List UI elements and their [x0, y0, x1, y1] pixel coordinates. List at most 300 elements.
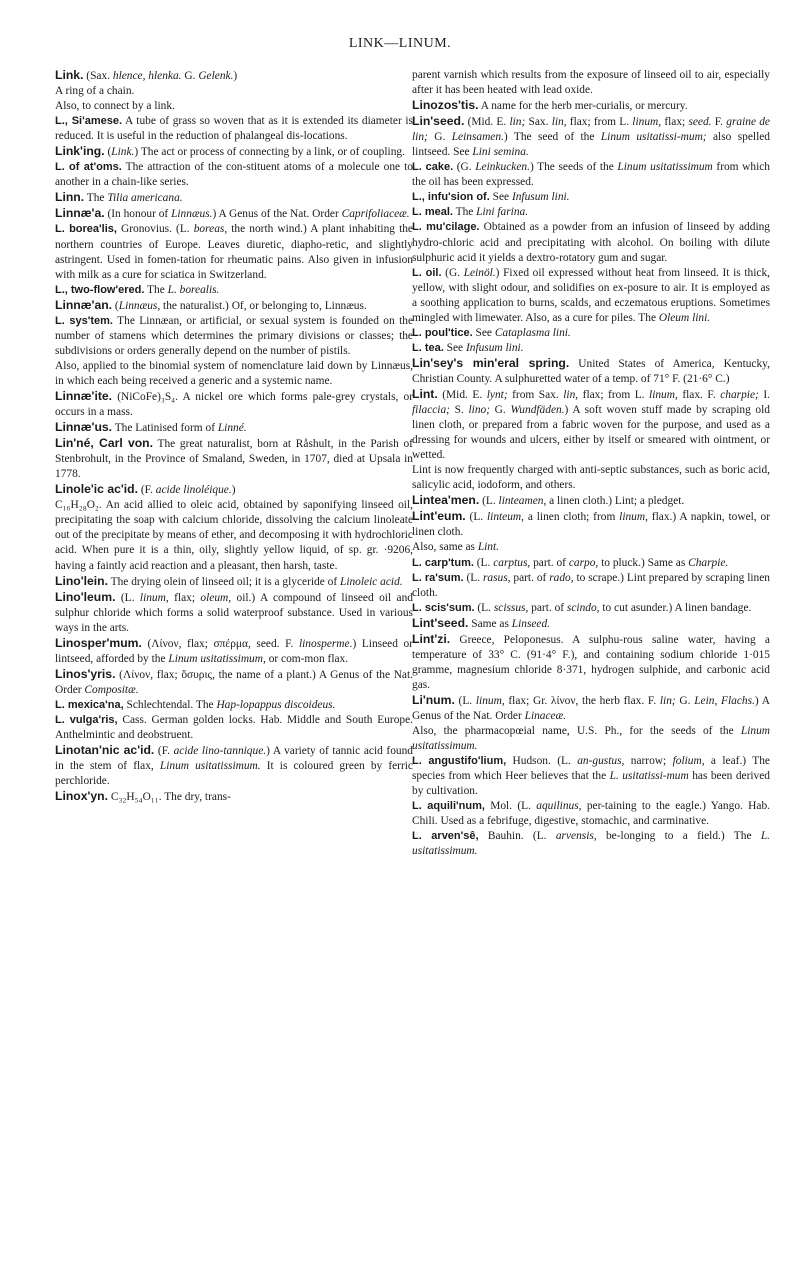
italic-text: folium,: [672, 755, 705, 768]
italic-text: acide lino-tannique.: [173, 745, 267, 758]
dictionary-entry: [55, 298, 413, 314]
sub-headword: L. aquili'num,: [412, 800, 485, 813]
entry-paragraph: [55, 114, 413, 144]
dictionary-entry: [55, 420, 413, 436]
italic-text: Compositæ.: [84, 683, 139, 696]
entry-paragraph: [55, 314, 413, 359]
definition-text: See: [472, 326, 495, 339]
dictionary-entry: [55, 713, 413, 743]
italic-text: lin,: [551, 116, 567, 129]
italic-text: lynt;: [486, 388, 508, 401]
headword: Linnæ'an.: [55, 297, 113, 312]
italic-text: Link.: [111, 146, 135, 159]
italic-text: filaccia;: [412, 404, 450, 417]
entry-paragraph: [412, 220, 770, 265]
entry-paragraph: [412, 98, 770, 114]
headword: Lint'seed.: [412, 615, 469, 630]
italic-text: aquilinus,: [536, 800, 582, 813]
entry-paragraph: [55, 283, 413, 298]
definition-text: (Mid. E.: [464, 116, 510, 129]
definition-text: (L.: [473, 556, 494, 569]
definition-text: The drying olein of linseed oil; it is a glyceride of: [108, 575, 340, 588]
entry-paragraph: [55, 144, 413, 160]
italic-text: arvensis,: [555, 830, 597, 843]
entry-paragraph: [55, 482, 413, 498]
definition-text: ): [231, 484, 236, 497]
sub-headword: L. scis'sum.: [412, 601, 475, 614]
entry-paragraph: [412, 114, 770, 160]
italic-text: scissus,: [493, 601, 529, 614]
entry-paragraph: [55, 359, 413, 389]
italic-text: lin;: [659, 694, 676, 707]
italic-text: Tilia americana.: [107, 192, 183, 205]
definition-text: to scrape.) Lint prepared by scraping linen cloth.: [412, 571, 770, 599]
definition-text: A ring of a chain.: [55, 85, 135, 98]
definition-text: Lint is now frequently charged with anti-septic substances, such as boric acid, salicylic acid, iodoform, and others.: [412, 464, 770, 492]
entry-paragraph: [412, 326, 770, 341]
entry-paragraph: [55, 698, 413, 713]
headword: Lin'seed.: [412, 114, 465, 129]
dictionary-entry: [412, 356, 770, 387]
definition-text: per-taining to the eagle.) Yango. Hab. Chili. Used as a febrifuge, digestive, stomachic, and carminative.: [412, 800, 770, 828]
definition-text: G.: [181, 70, 199, 82]
definition-text: also spelled lintseed. See: [412, 131, 770, 159]
definition-text: has been derived by cultivation.: [412, 770, 770, 798]
definition-text: (L.: [115, 591, 140, 604]
definition-text: The Latinised form of: [112, 422, 218, 435]
italic-text: Leinsamen.: [451, 131, 504, 144]
definition-text: ) The act or process of connecting by a link, or of coupling.: [134, 146, 405, 159]
definition-text: The attraction of the con-stituent atoms of a molecule one to another in a chain-like series.: [55, 161, 413, 189]
entry-paragraph: [55, 206, 413, 222]
definition-text: ) Fixed oil expressed without heat from linseed. It is thick, yellow, with slight odour, and solidifies on ex-posure to air. It is employed as a soothing application to burns, scalds, and eczematous eruptions. Sometimes mingled with limewater. Also, as a cure for piles. The: [412, 266, 770, 324]
definition-text: part. of: [528, 601, 567, 614]
dictionary-entry: [412, 799, 770, 829]
italic-text: Linnæus.: [171, 208, 213, 221]
sub-headword: L. arven'sê,: [412, 830, 479, 843]
sub-headword: L. vulga'ris,: [55, 713, 118, 726]
dictionary-entry: [55, 482, 413, 573]
dictionary-entry: [412, 98, 770, 114]
entry-paragraph: [412, 754, 770, 799]
entry-paragraph: [412, 387, 770, 463]
dictionary-entry: [412, 160, 770, 190]
sub-headword: L. cake.: [412, 161, 454, 174]
entry-paragraph: [412, 616, 770, 632]
entry-paragraph: [412, 632, 770, 693]
italic-text: Leinöl.: [463, 266, 496, 279]
definition-text: The: [84, 192, 108, 205]
definition-text: Sax.: [525, 116, 552, 129]
sub-headword: L. tea.: [412, 341, 444, 354]
italic-text: seed.: [688, 116, 712, 129]
definition-text: part. of: [530, 556, 569, 569]
definition-text: (G.: [453, 161, 476, 174]
entry-paragraph: [412, 356, 770, 387]
italic-text: Lint.: [477, 541, 500, 554]
definition-text: C₁₆H₂₈O₂. An acid allied to oleic acid, obtained by saponifying linseed oil, precipitating the soap with calcium chloride, dissolving the calcium linoleate out of the precipitate by means of ether, and decomposing it with hydrochloric acid. When pure it is a thin, oily, slightly yellow liquid, of sp. gr. ·9206, having a faintly acid reaction and a pleasant, then harsh, taste.: [55, 499, 413, 572]
sub-headword: L. sys'tem.: [55, 314, 113, 327]
definition-text: or com-mon flax.: [265, 652, 349, 665]
entry-paragraph: [55, 420, 413, 436]
entry-paragraph: [412, 724, 770, 754]
dictionary-entry: [412, 266, 770, 326]
entry-paragraph: [412, 160, 770, 190]
definition-text: narrow;: [624, 755, 673, 768]
italic-text: Charpie.: [688, 556, 729, 569]
sub-headword: L., two-flow'ered.: [55, 283, 145, 296]
italic-text: scindo,: [566, 601, 600, 614]
definition-text: a linen cloth.) Lint; a pledget.: [546, 495, 685, 508]
dictionary-entry: [55, 574, 413, 590]
definition-text: flax; from L.: [566, 116, 633, 129]
definition-text: from Sax.: [507, 388, 564, 401]
italic-text: Infusum lini.: [511, 191, 570, 204]
headword: Li'num.: [412, 692, 455, 707]
italic-text: hlence, hlenka.: [112, 70, 182, 82]
headword: Lino'lein.: [55, 573, 108, 588]
entry-paragraph: [55, 84, 413, 99]
italic-text: Oleum lini.: [658, 311, 711, 324]
dictionary-entry: [412, 326, 770, 341]
entry-paragraph: [412, 799, 770, 829]
entry-paragraph: [412, 571, 770, 601]
dictionary-entry: [55, 68, 413, 114]
italic-text: Linnæus,: [118, 299, 161, 312]
definition-text: Also, applied to the binomial system of nomenclature laid down by Linnæus, in which each being received a generic and a systemic name.: [55, 359, 413, 387]
italic-text: Hap-lopappus discoideus.: [216, 698, 336, 711]
entry-paragraph: [55, 160, 413, 190]
headword: Lint.: [412, 386, 438, 401]
dictionary-entry: [55, 160, 413, 190]
definition-text: flax. F.: [677, 388, 721, 401]
entry-paragraph: [55, 590, 413, 636]
definition-text: A name for the herb mer-curialis, or mercury.: [478, 100, 688, 113]
entry-paragraph: [55, 789, 413, 805]
running-head: LINK—LINUM.: [348, 36, 452, 51]
entry-paragraph: [55, 713, 413, 743]
dictionary-entry: [55, 743, 413, 789]
dictionary-entry: [55, 144, 413, 160]
headword: Linos'yris.: [55, 666, 116, 681]
definition-text: (F.: [154, 745, 174, 758]
definition-text: to pluck.) Same as: [598, 556, 689, 569]
sub-headword: L. ra'sum.: [412, 571, 464, 584]
entry-paragraph: [55, 389, 413, 420]
definition-text: G.: [675, 694, 695, 707]
entry-paragraph: [412, 493, 770, 509]
entry-paragraph: [412, 205, 770, 220]
definition-text: ): [233, 70, 238, 82]
entry-paragraph: [412, 509, 770, 540]
headword: Linn.: [55, 190, 85, 205]
definition-text: part. of: [510, 571, 550, 584]
headword: Linnæ'ite.: [55, 388, 113, 403]
headword: Linnæ'us.: [55, 420, 113, 435]
headword: Linole'ic ac'id.: [55, 482, 139, 497]
dictionary-entry: [412, 341, 770, 356]
definition-text: parent varnish which results from the exposure of linseed oil to air, especially after it has been heated with lead oxide.: [412, 69, 770, 97]
sub-headword: L. mu'cilage.: [412, 221, 480, 234]
entry-paragraph: [55, 190, 413, 206]
dictionary-entry: [55, 590, 413, 636]
definition-text: G.: [490, 404, 511, 417]
sub-headword: L. poul'tice.: [412, 326, 473, 339]
italic-text: an-gustus,: [577, 755, 625, 768]
definition-text: C₃₂H₅₄O₁₁. The dry, trans-: [108, 791, 231, 804]
dictionary-entry: [412, 493, 770, 509]
italic-text: L. borealis.: [167, 283, 220, 296]
italic-text: Linum usitatissi-mum;: [600, 131, 707, 144]
italic-text: Caprifoliaceæ.: [341, 208, 410, 221]
definition-text: A tube of grass so woven that as it is extended its diameter is reduced. It is useful in the reduction of phalangeal dis-locations.: [55, 115, 413, 143]
definition-text: Same as: [468, 617, 512, 630]
dictionary-entry: [55, 283, 413, 298]
definition-text: (G.: [441, 266, 464, 279]
definition-text: (Λίνον, flax; ὄσυρις, the name of a plant.) A Genus of the Nat. Order: [55, 668, 413, 696]
definition-text: ) The seed of the: [503, 131, 601, 144]
dictionary-entry: [412, 616, 770, 632]
entry-paragraph: [55, 436, 413, 482]
italic-text: Linum usitatissimum,: [168, 652, 266, 665]
headword: Link'ing.: [55, 144, 105, 159]
italic-text: boreas,: [193, 223, 228, 236]
entry-paragraph: [55, 68, 413, 84]
entry-paragraph: [412, 463, 770, 493]
entry-paragraph: [55, 498, 413, 573]
italic-text: Lini semina.: [472, 146, 529, 159]
definition-text: flax;: [661, 116, 689, 129]
dictionary-entry: [412, 571, 770, 601]
italic-text: graine de lin;: [412, 116, 770, 144]
italic-text: Linum usitatissimum.: [159, 760, 261, 773]
dictionary-entry: [55, 222, 413, 282]
italic-text: L. usitatissimum.: [412, 830, 770, 858]
sub-headword: L. meal.: [412, 206, 453, 219]
definition-text: (NiCoFe)₃S₄. A nickel ore which forms pale-grey crystals, or occurs in a mass.: [55, 390, 413, 419]
sub-headword: L. carp'tum.: [412, 556, 474, 569]
definition-text: The great naturalist, born at Råshult, in the Parish of Stenbrohult, in the Province of Smaland, Sweden, in 1707, died at Upsala in 1778.: [55, 438, 413, 481]
definition-text: ) A soft woven stuff made by scraping old linen cloth, or prepared from a fabric woven for the purpose, and used as a dressing for wounds and ulcers, either by itself or smeared with ointment, or wetted.: [412, 404, 770, 462]
dictionary-entry: [412, 632, 770, 693]
italic-text: L. usitatissi-mum: [609, 770, 689, 783]
italic-text: Linoleic acid.: [339, 575, 403, 588]
dictionary-entry: [412, 114, 770, 160]
headword: Lin'sey's min'eral spring.: [412, 355, 570, 370]
headword: Linosper'mum.: [55, 635, 142, 650]
definition-text: (F.: [138, 484, 156, 497]
headword: Linox'yn.: [55, 789, 109, 804]
definition-text: oil.) A compound of linseed oil and sulphur chloride which forms a solid waterproof substance. Used in various ways in the arts.: [55, 591, 413, 634]
headword: Lino'leum.: [55, 589, 116, 604]
definition-text: ) A Genus of the Nat. Order: [212, 208, 342, 221]
italic-text: Wundfäden.: [510, 404, 565, 417]
definition-text: I.: [758, 388, 770, 401]
italic-text: Cataplasma lini.: [494, 326, 571, 339]
italic-text: Leinkucken.: [475, 161, 530, 174]
entry-paragraph: [412, 693, 770, 724]
italic-text: Linaceæ.: [524, 709, 567, 722]
italic-text: linosperme.: [298, 637, 353, 650]
definition-text: flax.) A napkin, towel, or linen cloth.: [412, 511, 770, 539]
sub-headword: L. oil.: [412, 266, 442, 279]
headword: Lint'zi.: [412, 631, 451, 646]
definition-text: ) A Genus of the Nat. Order: [412, 694, 770, 722]
dictionary-entry: [412, 205, 770, 220]
definition-text: Also, same as: [412, 541, 478, 554]
entry-paragraph: [412, 68, 770, 98]
dictionary-entry: [55, 636, 413, 667]
definition-text: See: [489, 191, 512, 204]
definition-text: a linen cloth; from: [524, 511, 620, 524]
definition-text: Also, to connect by a link.: [55, 100, 175, 113]
headword: Linozos'tis.: [412, 98, 479, 113]
definition-text: (L.: [474, 601, 494, 614]
dictionary-entry: [55, 667, 413, 698]
dictionary-entry: [412, 509, 770, 555]
dictionary-entry: [412, 693, 770, 754]
italic-text: oleum,: [200, 591, 232, 604]
italic-text: linum,: [632, 116, 662, 129]
dictionary-entry: [412, 754, 770, 799]
dictionary-entry: [55, 789, 413, 805]
italic-text: Linseed.: [511, 617, 551, 630]
definition-text: (Mid. E.: [437, 388, 487, 401]
sub-headword: L. of at'oms.: [55, 161, 122, 174]
left-column: [55, 68, 413, 805]
definition-text: It is coloured green by ferric perchloride.: [55, 760, 413, 788]
italic-text: lin;: [509, 116, 526, 129]
dictionary-entry: [55, 206, 413, 222]
sub-headword: L. borea'lis,: [55, 223, 117, 236]
italic-text: linum,: [475, 694, 505, 707]
definition-text: Obtained as a powder from an infusion of linseed by adding hydro-chloric acid and precipitating with alcohol. On boiling with dilute sulphuric acid it yields a dextro-rotatory gum and sugar.: [412, 221, 770, 264]
italic-text: linum,: [619, 511, 648, 524]
definition-text: Mol. (L.: [484, 800, 537, 813]
definition-text: flax;: [168, 591, 201, 604]
italic-text: charpie;: [720, 388, 759, 401]
sub-headword: L., Si'amese.: [55, 115, 123, 128]
entry-paragraph: [412, 556, 770, 571]
headword: Linnæ'a.: [55, 206, 105, 221]
definition-text: G.: [427, 131, 452, 144]
dictionary-entry: [55, 114, 413, 144]
dictionary-entry: [412, 556, 770, 571]
italic-text: acide linoléique.: [155, 484, 232, 497]
definition-text: United States of America, Kentucky, Christian County. A sulphuretted water of a temp. of 71° F. (21·6° C.): [412, 357, 770, 385]
definition-text: ) A variety of tannic acid found in the stem of flax,: [55, 745, 413, 773]
definition-text: the naturalist.) Of, or belonging to, Linnæus.: [160, 299, 367, 312]
dictionary-entry: [412, 601, 770, 616]
italic-text: Gelenk.: [198, 70, 234, 82]
italic-text: Linum usitatissimum.: [412, 725, 770, 753]
definition-text: Cass. German golden locks. Hab. Middle and South Europe. Anthelmintic and deobstruent.: [55, 713, 413, 742]
dictionary-entry: [55, 314, 413, 389]
sub-headword: L. angustifo'lium,: [412, 755, 507, 768]
entry-paragraph: [412, 601, 770, 616]
right-column: [412, 68, 770, 859]
definition-text: Schlechtendal. The: [123, 698, 217, 711]
definition-text: F.: [711, 116, 727, 129]
definition-text: ) The seeds of the: [529, 161, 618, 174]
definition-text: ) Linseed or lintseed, afforded by the: [55, 637, 413, 665]
dictionary-entry: [55, 190, 413, 206]
sub-headword: L., infu'sion of.: [412, 191, 490, 204]
entry-paragraph: [55, 99, 413, 114]
dictionary-entry: [55, 698, 413, 713]
definition-text: (L.: [463, 571, 483, 584]
italic-text: rasus,: [482, 571, 511, 584]
definition-text: The Linnæan, or artificial, or sexual system is founded on the number of stamens which determines the primary divisions or classes; the subdivisions or orders generally depend on the number of pistils.: [55, 314, 413, 357]
definition-text: (Sax.: [83, 70, 113, 82]
dictionary-entry: [412, 387, 770, 493]
sub-headword: L. mexica'na,: [55, 698, 124, 711]
headword: Lin'né, Carl von.: [55, 436, 154, 451]
definition-text: See: [443, 341, 466, 354]
entry-paragraph: [55, 743, 413, 789]
entry-paragraph: [55, 222, 413, 282]
definition-text: Greece, Peloponesus. A sulphu-rous saline water, having a temperature of 33° C. (91·4° F.), and containing sodium chloride 1·015 gramme, magnesium chloride 8·371, hydrogen sulphide, and carbonic acid gas.: [412, 633, 770, 691]
entry-paragraph: [412, 341, 770, 356]
dictionary-entry: [55, 436, 413, 482]
definition-text: (: [112, 299, 119, 312]
italic-text: lin,: [563, 388, 579, 401]
entry-paragraph: [412, 266, 770, 326]
definition-text: the north wind.) A plant inhabiting the northern countries of Europe. Leaves diuretic, diapho-retic, and slightly astringent. Used in fomen-tation for rheumatic pains. Also given in infusion with milk as a cure for sciatica in Switzerland.: [55, 223, 413, 281]
italic-text: lino;: [468, 404, 491, 417]
entry-paragraph: [55, 298, 413, 314]
headword: Linotan'nic ac'id.: [55, 743, 155, 758]
definition-text: flax; Gr. λίνον, the herb flax. F.: [504, 694, 660, 707]
entry-paragraph: [412, 829, 770, 859]
definition-text: (L.: [454, 694, 476, 707]
italic-text: Lein, Flachs.: [694, 694, 755, 707]
dictionary-entry: [412, 190, 770, 205]
italic-text: Linum usitatissimum: [617, 161, 713, 174]
definition-text: (L.: [479, 495, 499, 508]
definition-text: a leaf.) The species from which Heer believes that the: [412, 755, 770, 783]
definition-text: Hudson. (L.: [506, 755, 578, 768]
definition-text: Bauhin. (L.: [478, 830, 556, 843]
dictionary-entry: [55, 389, 413, 420]
dictionary-entry: [412, 829, 770, 859]
italic-text: linum,: [139, 591, 169, 604]
definition-text: Also, the pharmacopœial name, U.S. Ph., for the seeds of the: [412, 725, 741, 738]
dictionary-entry: [412, 68, 770, 98]
definition-text: (In honour of: [104, 208, 172, 221]
italic-text: linteamen,: [498, 495, 547, 508]
italic-text: rado,: [549, 571, 574, 584]
italic-text: Lini farina.: [476, 206, 529, 219]
entry-paragraph: [55, 667, 413, 698]
dictionary-entry: [412, 220, 770, 265]
definition-text: The: [144, 283, 168, 296]
entry-paragraph: [412, 190, 770, 205]
italic-text: linum,: [649, 388, 678, 401]
definition-text: (Λίνον, flax; σπέρμα, seed. F.: [141, 637, 299, 650]
entry-paragraph: [55, 636, 413, 667]
definition-text: flax; from L.: [578, 388, 650, 401]
italic-text: Infusum lini.: [465, 341, 524, 354]
italic-text: linteum,: [486, 511, 524, 524]
definition-text: from which the oil has been expressed.: [412, 161, 770, 189]
definition-text: to cut asunder.) A linen bandage.: [599, 601, 752, 614]
definition-text: S.: [449, 404, 469, 417]
entry-paragraph: [412, 540, 770, 555]
entry-paragraph: [55, 574, 413, 590]
headword: Link.: [55, 68, 84, 82]
definition-text: (L.: [465, 511, 487, 524]
